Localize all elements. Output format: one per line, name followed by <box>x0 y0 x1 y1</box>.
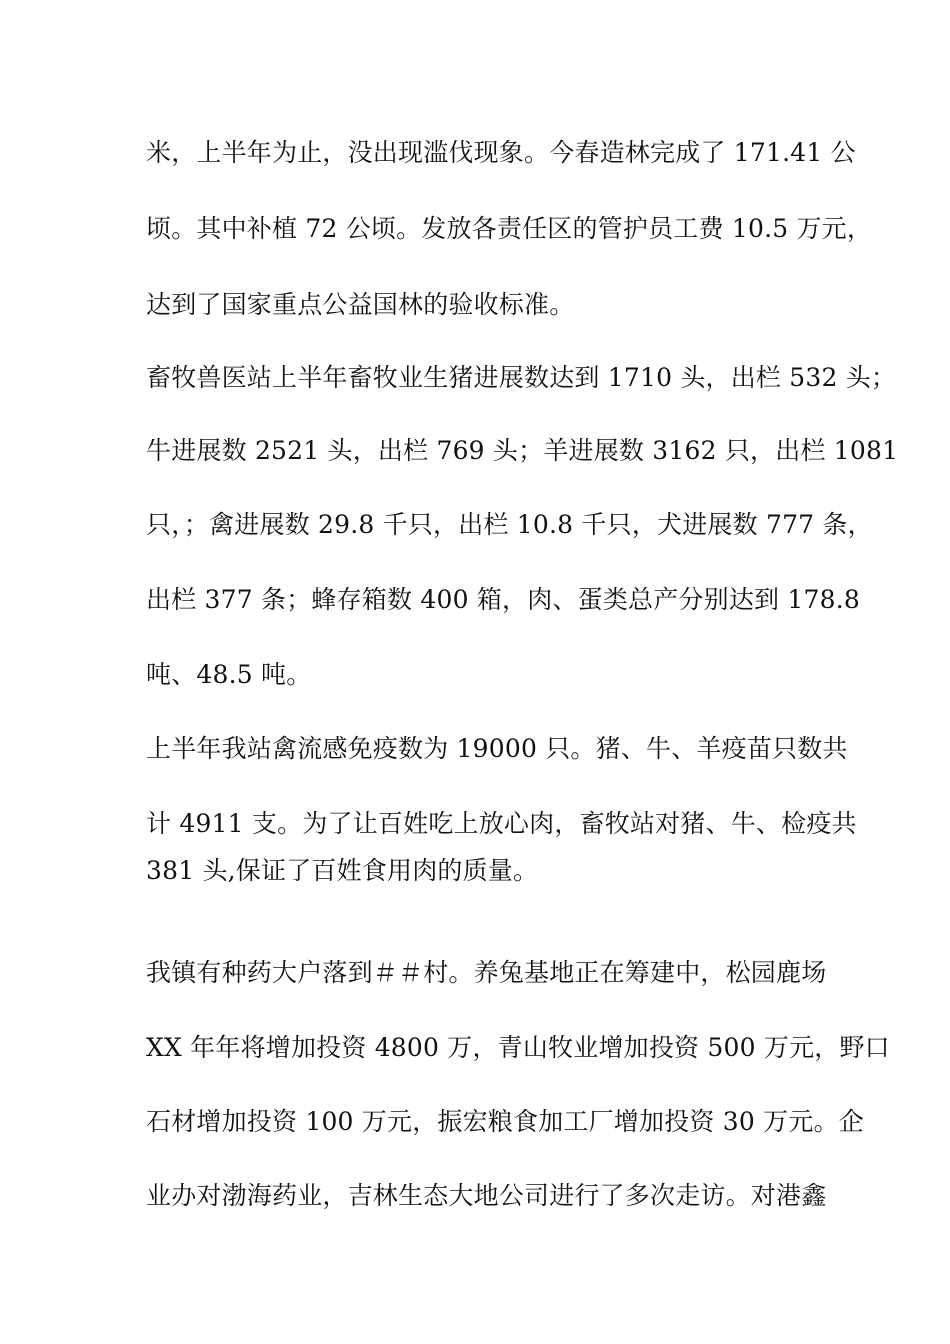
text-line-11: 381 头,保证了百姓食用肉的质量。 <box>146 856 539 885</box>
text-line-10: 计 4911 支。为了让百姓吃上放心肉，畜牧站对猪、牛、检疫共 <box>146 809 857 838</box>
text-line-6: 只，；禽进展数 29.8 千只，出栏 10.8 千只，犬进展数 777 条， <box>146 510 873 539</box>
text-line-3: 达到了国家重点公益国林的验收标准。 <box>146 290 575 319</box>
text-line-15: 业办对渤海药业，吉林生态大地公司进行了多次走访。对港鑫 <box>146 1181 827 1210</box>
text-line-9: 上半年我站禽流感免疫数为 19000 只。猪、牛、羊疫苗只数共 <box>146 734 848 763</box>
text-line-12: 我镇有种药大户落到＃＃村。养兔基地正在筹建中，松园鹿场 <box>146 958 827 987</box>
text-line-7: 出栏 377 条；蜂存箱数 400 箱，肉、蛋类总产分别达到 178.8 <box>146 585 860 614</box>
text-line-1: 米，上半年为止，没出现滥伐现象。今春造林完成了 171.41 公 <box>146 138 856 167</box>
text-line-4: 畜牧兽医站上半年畜牧业生猪进展数达到 1710 头，出栏 532 头； <box>146 363 897 392</box>
text-line-2: 顷。其中补植 72 公顷。发放各责任区的管护员工费 10.5 万元， <box>146 214 873 243</box>
text-line-13: XX 年年将增加投资 4800 万，青山牧业增加投资 500 万元，野口 <box>146 1033 890 1062</box>
text-line-5: 牛进展数 2521 头，出栏 769 头；羊进展数 3162 只，出栏 1081 <box>146 436 899 465</box>
text-line-14: 石材增加投资 100 万元，振宏粮食加工厂增加投资 30 万元。企 <box>146 1107 864 1136</box>
text-line-8: 吨、48.5 吨。 <box>146 660 312 689</box>
